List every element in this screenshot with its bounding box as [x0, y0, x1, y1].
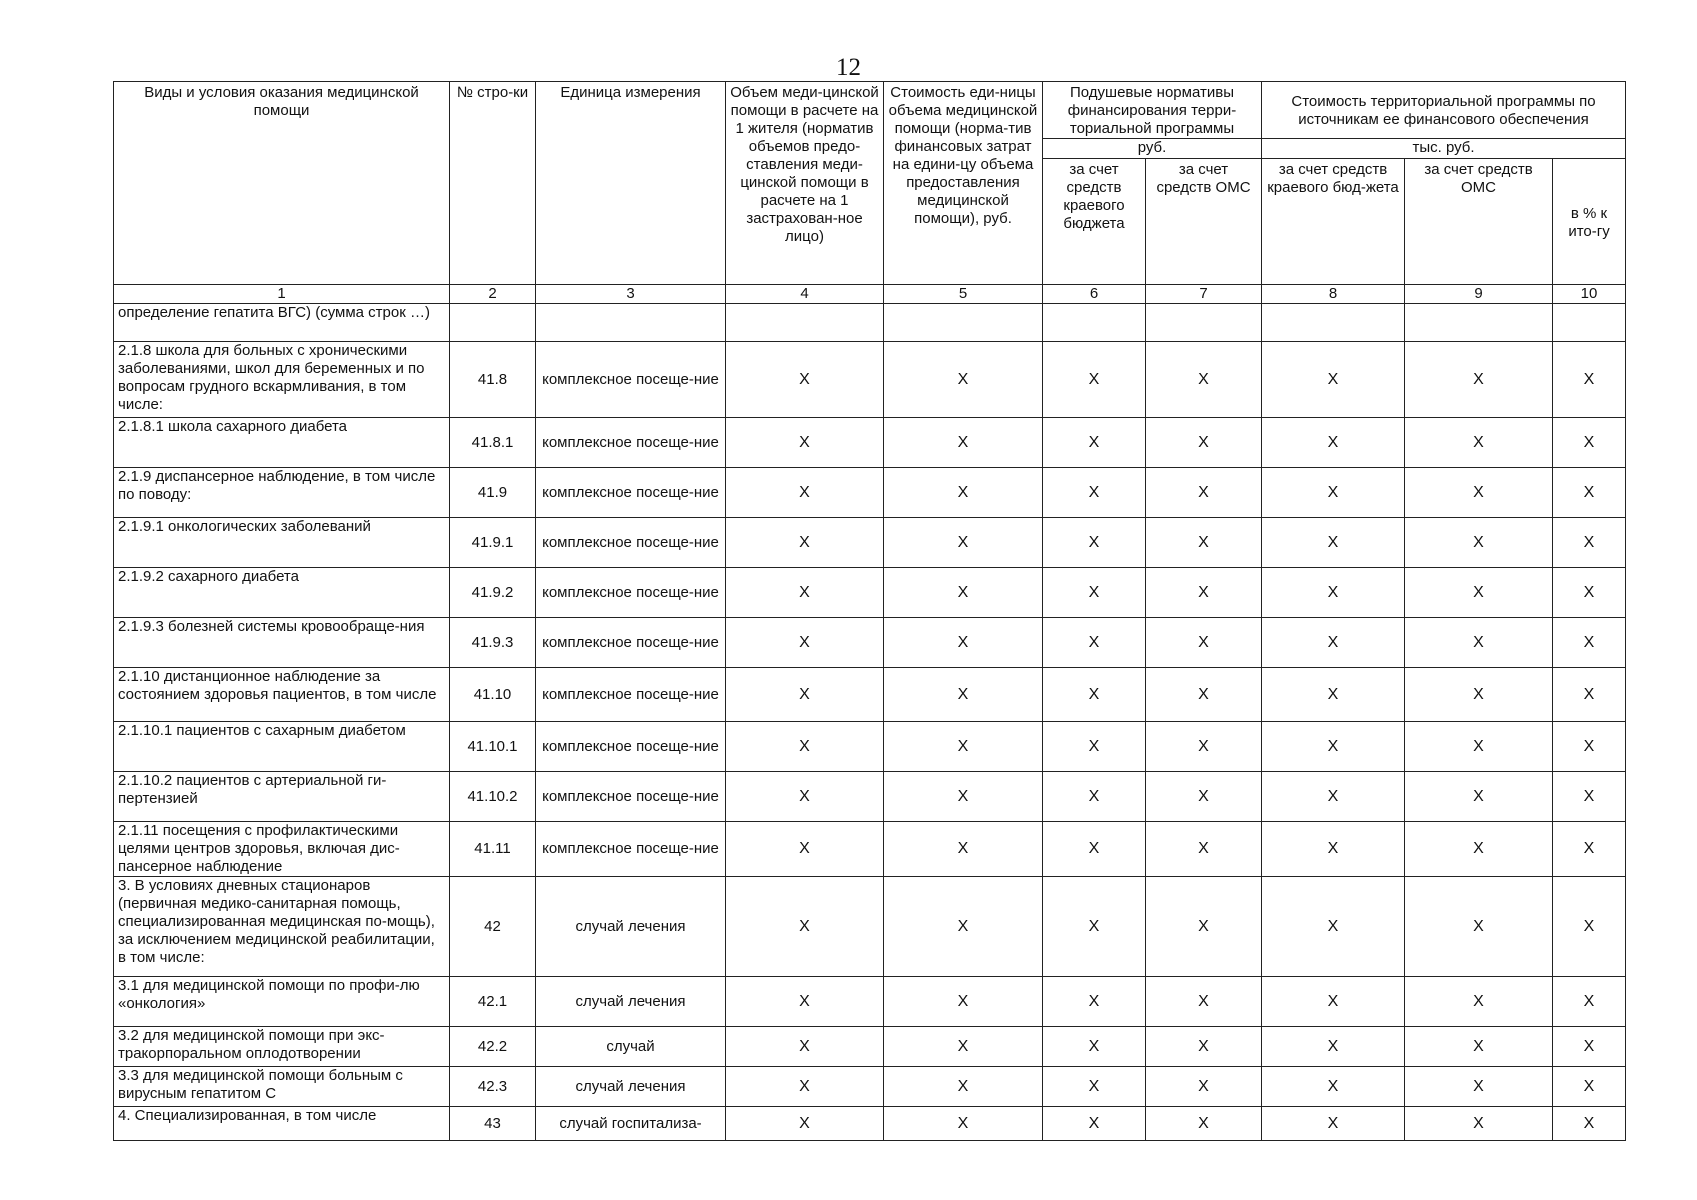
row-value: Х	[1146, 668, 1262, 722]
row-value: Х	[1405, 877, 1553, 977]
header-per-capita-norms: Подушевые нормативы финансирования терри-ториальной программы	[1043, 82, 1262, 139]
row-value: Х	[1262, 342, 1405, 418]
row-value: Х	[884, 618, 1043, 668]
row-value: Х	[884, 468, 1043, 518]
row-value: Х	[1262, 772, 1405, 822]
header-percent-total: в % к ито-гу	[1553, 159, 1626, 285]
row-number: 42.3	[450, 1067, 536, 1107]
table-row	[114, 468, 1626, 518]
row-value: Х	[726, 342, 884, 418]
row-value: Х	[1146, 342, 1262, 418]
header-cost-oms: за счет средств ОМС	[1405, 159, 1553, 285]
column-number: 5	[884, 285, 1043, 304]
row-value: Х	[884, 518, 1043, 568]
row-value: Х	[884, 877, 1043, 977]
page-number: 12	[836, 54, 861, 81]
row-number: 41.9.3	[450, 618, 536, 668]
row-value: Х	[1262, 468, 1405, 518]
row-value: Х	[884, 342, 1043, 418]
table-row	[114, 518, 1626, 568]
row-value: Х	[1553, 772, 1626, 822]
row-value: Х	[726, 772, 884, 822]
header-volume-text: Объем меди-цинской помощи в расчете на 1 жителя (норматив объемов предо-ставления меди-цинской помощи в расчете на 1 застрахован-ное лицо)	[730, 84, 879, 245]
row-unit: комплексное посеще-ние	[536, 518, 726, 568]
row-value: Х	[1043, 568, 1146, 618]
table-row	[114, 342, 1626, 418]
row-care-type: 2.1.8.1 школа сахарного диабета	[114, 418, 450, 468]
row-value: Х	[1553, 518, 1626, 568]
row-care-type: 2.1.9 диспансерное наблюдение, в том числе по поводу:	[114, 468, 450, 518]
row-value: Х	[1553, 822, 1626, 877]
header-norm-regional-budget: за счет средств краевого бюджета	[1043, 159, 1146, 285]
row-value: Х	[1553, 668, 1626, 722]
row-value: Х	[1043, 1027, 1146, 1067]
row-value: Х	[1043, 822, 1146, 877]
row-value: Х	[1405, 568, 1553, 618]
row-value: Х	[1553, 1067, 1626, 1107]
table-row	[114, 877, 1626, 977]
row-value: Х	[1405, 518, 1553, 568]
table-row	[114, 568, 1626, 618]
row-care-type: 4. Специализированная, в том числе	[114, 1107, 450, 1141]
row-value: Х	[1146, 772, 1262, 822]
row-value: Х	[1043, 618, 1146, 668]
row-value: Х	[1262, 877, 1405, 977]
row-care-type: 2.1.10.2 пациентов с артериальной ги-пертензией	[114, 772, 450, 822]
row-value: Х	[1043, 1067, 1146, 1107]
row-unit: случай лечения	[536, 977, 726, 1027]
row-number: 43	[450, 1107, 536, 1141]
header-program-cost: Стоимость территориальной программы по источникам ее финансового обеспечения	[1262, 82, 1626, 139]
row-value: Х	[1146, 877, 1262, 977]
row-value: Х	[1262, 722, 1405, 772]
row-value: Х	[1146, 468, 1262, 518]
row-number: 41.8	[450, 342, 536, 418]
row-value: Х	[884, 568, 1043, 618]
row-value: Х	[726, 618, 884, 668]
column-number: 10	[1553, 285, 1626, 304]
row-value: Х	[1405, 822, 1553, 877]
row-value: Х	[1146, 722, 1262, 772]
row-value: Х	[726, 1067, 884, 1107]
row-value: Х	[1043, 1107, 1146, 1141]
row-unit: комплексное посеще-ние	[536, 342, 726, 418]
row-unit: комплексное посеще-ние	[536, 668, 726, 722]
row-value: Х	[1146, 1067, 1262, 1107]
row-number: 41.8.1	[450, 418, 536, 468]
table-row	[114, 772, 1626, 822]
row-value: Х	[884, 1027, 1043, 1067]
row-care-type: определение гепатита ВГС) (сумма строк …)	[114, 304, 450, 342]
row-value: Х	[1405, 342, 1553, 418]
row-value: Х	[1043, 877, 1146, 977]
row-number: 41.9.2	[450, 568, 536, 618]
row-unit: комплексное посеще-ние	[536, 618, 726, 668]
row-care-type: 2.1.10.1 пациентов с сахарным диабетом	[114, 722, 450, 772]
row-value: Х	[726, 518, 884, 568]
row-unit: комплексное посеще-ние	[536, 568, 726, 618]
row-value: Х	[1262, 1067, 1405, 1107]
row-value: Х	[1405, 468, 1553, 518]
row-value: Х	[726, 877, 884, 977]
row-value: Х	[884, 1107, 1043, 1141]
column-number: 2	[450, 285, 536, 304]
table-row	[114, 668, 1626, 722]
row-value: Х	[1262, 518, 1405, 568]
column-number: 6	[1043, 285, 1146, 304]
row-value: Х	[1553, 468, 1626, 518]
row-value: Х	[1146, 977, 1262, 1027]
row-value: Х	[1146, 1027, 1262, 1067]
table-row	[114, 304, 1626, 342]
row-value: Х	[1043, 668, 1146, 722]
row-number: 41.9	[450, 468, 536, 518]
row-value: Х	[1043, 722, 1146, 772]
header-cost-regional-budget: за счет средств краевого бюд-жета	[1262, 159, 1405, 285]
column-number: 3	[536, 285, 726, 304]
row-value: Х	[1553, 342, 1626, 418]
column-number: 8	[1262, 285, 1405, 304]
row-value: Х	[884, 977, 1043, 1027]
header-norm-oms: за счет средств ОМС	[1146, 159, 1262, 285]
row-value: Х	[1262, 668, 1405, 722]
header-norms-unit: руб.	[1043, 139, 1262, 159]
row-number: 41.10.2	[450, 772, 536, 822]
row-number: 42.1	[450, 977, 536, 1027]
row-value: Х	[1262, 1027, 1405, 1067]
row-value: Х	[1262, 418, 1405, 468]
table-row	[114, 1067, 1626, 1107]
row-value: Х	[726, 722, 884, 772]
row-value: Х	[726, 418, 884, 468]
row-value: Х	[1262, 618, 1405, 668]
row-value: Х	[726, 1027, 884, 1067]
row-value: Х	[1405, 772, 1553, 822]
row-value: Х	[726, 668, 884, 722]
row-value	[1405, 304, 1553, 342]
row-value	[1262, 304, 1405, 342]
row-value: Х	[1405, 977, 1553, 1027]
row-value: Х	[884, 722, 1043, 772]
row-unit: комплексное посеще-ние	[536, 418, 726, 468]
column-number: 4	[726, 285, 884, 304]
table-row	[114, 722, 1626, 772]
row-value: Х	[1553, 618, 1626, 668]
table-row	[114, 1107, 1626, 1141]
row-value: Х	[1146, 822, 1262, 877]
row-value: Х	[726, 468, 884, 518]
row-value: Х	[1553, 977, 1626, 1027]
row-care-type: 2.1.8 школа для больных с хроническими заболеваниями, школ для беременных и по вопросам грудного вскармливания, в том числе:	[114, 342, 450, 418]
row-value: Х	[1043, 342, 1146, 418]
row-unit: комплексное посеще-ние	[536, 468, 726, 518]
row-unit: комплексное посеще-ние	[536, 822, 726, 877]
row-value: Х	[1262, 568, 1405, 618]
row-value: Х	[884, 418, 1043, 468]
row-value: Х	[884, 772, 1043, 822]
row-value: Х	[726, 1107, 884, 1141]
table-row	[114, 418, 1626, 468]
table-row	[114, 977, 1626, 1027]
row-value	[1043, 304, 1146, 342]
row-value: Х	[1043, 772, 1146, 822]
row-value: Х	[1043, 468, 1146, 518]
header-unit-cost: Стоимость еди-ницы объема медицинской помощи (норма-тив финансовых затрат на едини-цу объема предоставления медицинской помощи), руб.	[884, 82, 1043, 285]
column-numbers-row	[114, 285, 1626, 304]
row-value: Х	[1405, 1067, 1553, 1107]
row-value: Х	[884, 668, 1043, 722]
row-value: Х	[1553, 1027, 1626, 1067]
row-value: Х	[1405, 1107, 1553, 1141]
row-value	[726, 304, 884, 342]
row-unit: случай лечения	[536, 877, 726, 977]
row-value: Х	[884, 822, 1043, 877]
row-number: 41.10.1	[450, 722, 536, 772]
row-value: Х	[1405, 418, 1553, 468]
row-value: Х	[1262, 822, 1405, 877]
row-value: Х	[1262, 1107, 1405, 1141]
row-unit	[536, 304, 726, 342]
row-care-type: 3.3 для медицинской помощи больным с вирусным гепатитом С	[114, 1067, 450, 1107]
column-number: 1	[114, 285, 450, 304]
row-value	[1146, 304, 1262, 342]
header-unit: Единица измерения	[536, 82, 726, 285]
row-value: Х	[1553, 1107, 1626, 1141]
table-row	[114, 822, 1626, 877]
row-value: Х	[1043, 518, 1146, 568]
row-value: Х	[1405, 1027, 1553, 1067]
row-value: Х	[1043, 977, 1146, 1027]
row-care-type: 3.1 для медицинской помощи по профи-лю «онкология»	[114, 977, 450, 1027]
row-value: Х	[1405, 668, 1553, 722]
row-number: 42.2	[450, 1027, 536, 1067]
header-row-number: № стро-ки	[450, 82, 536, 285]
column-number: 9	[1405, 285, 1553, 304]
header-volume	[726, 82, 884, 285]
financing-table	[113, 81, 1626, 1141]
row-care-type: 2.1.9.1 онкологических заболеваний	[114, 518, 450, 568]
row-value: Х	[884, 1067, 1043, 1107]
table-row	[114, 618, 1626, 668]
row-care-type: 2.1.11 посещения с профилактическими целями центров здоровья, включая дис-пансерное наблюдение	[114, 822, 450, 877]
row-value: Х	[1553, 877, 1626, 977]
row-value: Х	[1553, 418, 1626, 468]
header-care-types: Виды и условия оказания медицинской помощи	[114, 82, 450, 285]
table-row	[114, 1027, 1626, 1067]
row-value: Х	[726, 822, 884, 877]
row-value: Х	[1405, 722, 1553, 772]
row-value: Х	[1146, 1107, 1262, 1141]
row-value	[884, 304, 1043, 342]
row-unit: случай лечения	[536, 1067, 726, 1107]
row-value: Х	[1262, 977, 1405, 1027]
row-unit: комплексное посеще-ние	[536, 722, 726, 772]
row-value: Х	[1146, 618, 1262, 668]
row-number	[450, 304, 536, 342]
row-unit: случай госпитализа-	[536, 1107, 726, 1141]
row-number: 42	[450, 877, 536, 977]
row-value: Х	[1553, 722, 1626, 772]
row-number: 41.11	[450, 822, 536, 877]
row-value: Х	[1043, 418, 1146, 468]
row-value: Х	[1553, 568, 1626, 618]
column-number: 7	[1146, 285, 1262, 304]
row-care-type: 2.1.9.3 болезней системы кровообраще-ния	[114, 618, 450, 668]
row-care-type: 3.2 для медицинской помощи при экс-тракорпоральном оплодотворении	[114, 1027, 450, 1067]
row-value: Х	[1146, 418, 1262, 468]
row-care-type: 2.1.9.2 сахарного диабета	[114, 568, 450, 618]
row-value	[1553, 304, 1626, 342]
row-value: Х	[1405, 618, 1553, 668]
row-value: Х	[1146, 518, 1262, 568]
header-cost-unit: тыс. руб.	[1262, 139, 1626, 159]
row-value: Х	[726, 568, 884, 618]
row-unit: случай	[536, 1027, 726, 1067]
row-unit: комплексное посеще-ние	[536, 772, 726, 822]
row-care-type: 2.1.10 дистанционное наблюдение за состоянием здоровья пациентов, в том числе	[114, 668, 450, 722]
row-value: Х	[726, 977, 884, 1027]
row-number: 41.9.1	[450, 518, 536, 568]
row-care-type: 3. В условиях дневных стационаров (первичная медико-санитарная помощь, специализированная медицинская по-мощь), за исключением медицинской реабилитации, в том числе:	[114, 877, 450, 977]
row-number: 41.10	[450, 668, 536, 722]
row-value: Х	[1146, 568, 1262, 618]
